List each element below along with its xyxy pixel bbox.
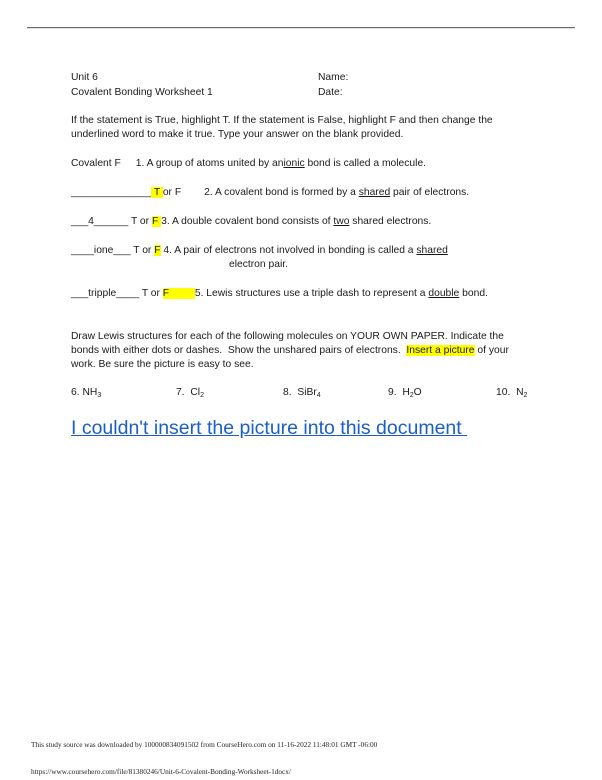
- false-option-highlighted[interactable]: F: [154, 245, 161, 256]
- download-note: This study source was downloaded by 100000834091502 from CourseHero.com on 11-16-2022 11:48:01 GMT -06:00: [31, 740, 378, 749]
- molecule-6: 6. $NH_3$: [71, 387, 102, 399]
- underlined-word: double: [428, 288, 460, 299]
- answer-blank-5[interactable]: ___tripple____: [71, 288, 140, 299]
- true-option[interactable]: T or: [128, 216, 152, 227]
- false-option-highlighted[interactable]: F: [151, 216, 162, 227]
- lewis-instructions-line-2: bonds with either dots or dashes. Show the unshared pairs of electrons. Insert a picture of your: [71, 345, 509, 356]
- lewis-instructions-line-3: work. Be sure the picture is easy to see.: [71, 359, 254, 370]
- instructions-line-1: If the statement is True, highlight T. If the statement is False, highlight F and then change the: [71, 115, 493, 126]
- lewis-instructions-line-1: Draw Lewis structures for each of the following molecules on YOUR OWN PAPER. Indicate the: [71, 331, 504, 342]
- molecule-7: 7. $Cl_2$: [176, 387, 204, 399]
- molecule-9: 9. $H_2O$: [388, 387, 422, 399]
- question-1-text: 1. A group of atoms united by an: [135, 158, 284, 169]
- name-label: Name:: [318, 72, 349, 83]
- date-label: Date:: [318, 87, 343, 98]
- page-top-rule: [27, 27, 575, 29]
- source-url[interactable]: https://www.coursehero.com/file/81380246/Unit-6-Covalent-Bonding-Worksheet-1docx/: [31, 767, 291, 776]
- answer-blank-3[interactable]: ___4______: [71, 216, 129, 227]
- question-5: ___tripple____ T or F 5. Lewis structures use a triple dash to represent a double bond.: [71, 288, 488, 299]
- question-1: Covalent F 1. A group of atoms united by anionic bond is called a molecule.: [71, 158, 427, 169]
- answer-1[interactable]: Covalent F: [71, 158, 121, 169]
- question-4-text: 4. A pair of electrons not involved in bonding is called a: [160, 245, 417, 256]
- false-option[interactable]: or F: [162, 187, 182, 198]
- question-3: ___4______ T or F 3. A double covalent bond consists of two shared electrons.: [71, 216, 432, 227]
- molecule-10: 10. $N_2$: [496, 387, 528, 399]
- molecule-8: 8. SiBr$_4$: [283, 387, 321, 399]
- answer-blank-2[interactable]: ______________: [71, 187, 152, 198]
- underlined-word: shared: [416, 245, 448, 256]
- question-2: ______________ T or F 2. A covalent bond is formed by a shared pair of electrons.: [71, 187, 470, 198]
- question-4: [71, 244, 448, 257]
- worksheet-title: Covalent Bonding Worksheet 1: [71, 87, 213, 98]
- unit-label: Unit 6: [71, 72, 98, 83]
- false-option-highlighted[interactable]: F: [162, 288, 195, 299]
- underlined-word: ionic: [283, 158, 305, 169]
- question-2-text: 2. A covalent bond is formed by a: [204, 187, 359, 198]
- answer-blank-4[interactable]: ____ione___: [71, 245, 131, 256]
- true-option[interactable]: T or: [130, 245, 155, 256]
- true-option-highlighted[interactable]: T: [151, 187, 163, 198]
- underlined-word: shared: [358, 187, 391, 198]
- insert-picture-highlight: Insert a picture: [406, 345, 475, 356]
- question-4-line-2: electron pair.: [229, 259, 288, 270]
- question-3-text: 3. A double covalent bond consists of: [161, 216, 334, 227]
- instructions-line-2: underlined word to make it true. Type your answer on the blank provided.: [71, 129, 404, 140]
- underlined-word: two: [333, 216, 350, 227]
- note-link[interactable]: I couldn't insert the picture into this document: [71, 417, 468, 439]
- true-option[interactable]: T or: [139, 288, 163, 299]
- question-5-text: 5. Lewis structures use a triple dash to represent a: [194, 288, 429, 299]
